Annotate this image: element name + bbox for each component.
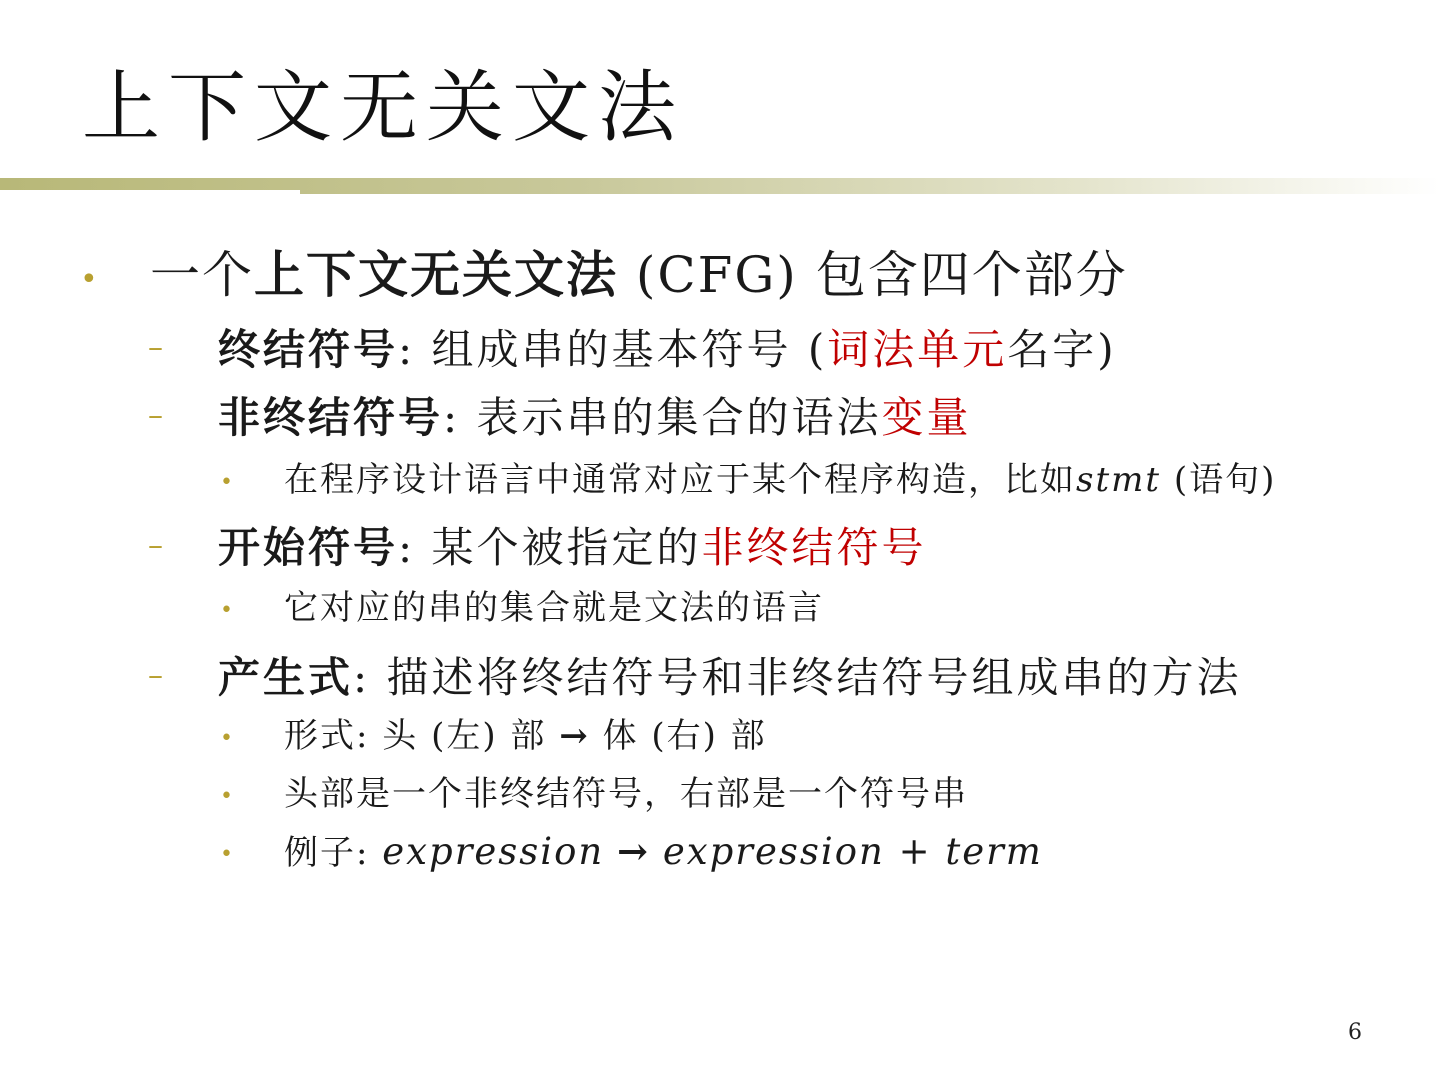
text: 名字) bbox=[1007, 325, 1117, 374]
text: : bbox=[443, 393, 477, 442]
bullet-terminal bbox=[218, 326, 1117, 374]
arrow-right-icon: → bbox=[617, 829, 651, 873]
text: 组成串的基本符号 ( bbox=[431, 325, 828, 374]
text: 例子: bbox=[284, 833, 383, 873]
term-terminal: 终结符号 bbox=[218, 325, 399, 374]
text: 某个被指定的 bbox=[431, 523, 702, 572]
bullet-dot-icon: • bbox=[220, 784, 233, 809]
text: 表示串的集合的语法 bbox=[476, 393, 882, 442]
highlight: 词法单元 bbox=[827, 325, 1008, 374]
highlight: 非终结符号 bbox=[701, 523, 927, 572]
bullet-nonterminal-note bbox=[284, 461, 1276, 500]
bullet-production-form bbox=[284, 717, 767, 756]
text: 形式: 头 (左) 部 bbox=[284, 716, 560, 756]
bullet-production-example bbox=[284, 830, 1043, 874]
bullet-production bbox=[218, 654, 1242, 702]
text: 在程序设计语言中通常对应于某个程序构造，比如 bbox=[284, 460, 1076, 500]
bullet-dot-icon: • bbox=[220, 598, 233, 623]
highlight: 变量 bbox=[881, 393, 972, 442]
text: 一个 bbox=[150, 246, 254, 304]
bullet-dash-icon: – bbox=[148, 398, 163, 433]
code-expression: expression bbox=[382, 830, 605, 873]
text: : bbox=[398, 325, 432, 374]
text: 体 (右) 部 bbox=[589, 716, 767, 756]
code-stmt: stmt bbox=[1076, 460, 1162, 500]
bullet-dash-icon: – bbox=[148, 658, 163, 693]
bullet-dot-icon: • bbox=[220, 470, 233, 495]
arrow-right-icon: → bbox=[559, 716, 590, 756]
bullet-start-note: 它对应的串的集合就是文法的语言 bbox=[284, 588, 824, 628]
bullet-nonterminal bbox=[218, 394, 972, 442]
title-divider-notch bbox=[0, 190, 300, 194]
term-production: 产生式 bbox=[218, 653, 354, 702]
term-start: 开始符号 bbox=[218, 523, 399, 572]
bullet-dot-icon: • bbox=[80, 262, 98, 297]
slide-title: 上下文无关文法 bbox=[82, 63, 685, 153]
bullet-production-head: 头部是一个非终结符号，右部是一个符号串 bbox=[284, 774, 968, 814]
term-nonterminal: 非终结符号 bbox=[218, 393, 444, 442]
code-expression-term: expression + term bbox=[662, 830, 1043, 873]
bullet-dash-icon: – bbox=[148, 330, 163, 365]
term-cfg: 上下文无关文法 bbox=[254, 245, 618, 304]
bullet-dash-icon: – bbox=[148, 528, 163, 563]
bullet-dot-icon: • bbox=[220, 842, 233, 867]
page-number: 6 bbox=[1348, 1020, 1362, 1045]
text: (语句) bbox=[1161, 460, 1277, 500]
bullet-cfg-parts bbox=[150, 246, 1128, 305]
text: : bbox=[353, 653, 387, 702]
bullet-dot-icon: • bbox=[220, 726, 233, 751]
bullet-start bbox=[218, 524, 927, 572]
text: : bbox=[398, 523, 432, 572]
text: 描述将终结符号和非终结符号组成串的方法 bbox=[386, 653, 1242, 702]
text: (CFG) 包含四个部分 bbox=[618, 246, 1128, 304]
